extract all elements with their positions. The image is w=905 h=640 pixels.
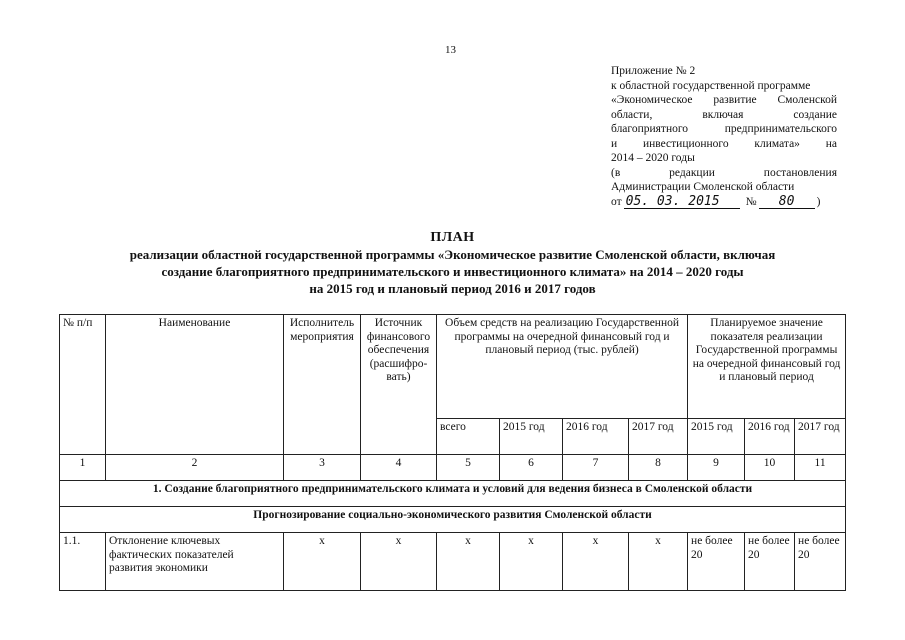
title-main: ПЛАН xyxy=(430,230,475,245)
header-executor: Исполнитель мероприятия xyxy=(284,315,361,455)
plan-table xyxy=(59,314,846,591)
resolution-date-line xyxy=(611,195,837,210)
title-line: на 2015 год и плановый период 2016 и 2017 годов xyxy=(309,281,596,296)
column-number: 11 xyxy=(795,455,846,481)
section-title: 1. Создание благоприятного предпринимательского климата и условий для ведения бизнеса в Смоленской области xyxy=(60,481,846,507)
row-executor: х xyxy=(284,533,361,591)
header-i2016: 2016 год xyxy=(745,419,795,455)
appendix-line: благоприятного предпринимательского xyxy=(611,123,837,135)
number-prefix: № xyxy=(745,195,757,208)
column-number: 8 xyxy=(629,455,688,481)
header-funding: Объем средств на реализацию Государственной программы на очередной финансовый год и плановый период (тыс. рублей) xyxy=(437,315,688,419)
appendix-line: «Экономическое развитие Смоленской xyxy=(611,94,837,106)
header-total: всего xyxy=(437,419,500,455)
appendix-line: и инвестиционного климата» на xyxy=(611,137,837,150)
header-name: Наименование xyxy=(106,315,284,455)
column-number: 10 xyxy=(745,455,795,481)
title-line: реализации областной государственной программы «Экономическое развитие Смоленской области, включая xyxy=(129,247,776,262)
title-line: создание благоприятного предпринимательского и инвестиционного климата» на 2014 – 2020 годы xyxy=(161,264,744,279)
header-f2017: 2017 год xyxy=(629,419,688,455)
column-number: 7 xyxy=(563,455,629,481)
header-i2017: 2017 год xyxy=(795,419,846,455)
appendix-line: (в редакции постановления xyxy=(611,166,837,179)
row-i2017: не более 20 xyxy=(795,533,846,591)
appendix-line: 2014 – 2020 годы xyxy=(611,152,695,164)
header-f2016: 2016 год xyxy=(563,419,629,455)
row-name: Отклонение ключевых фактических показателей развития экономики xyxy=(106,533,284,591)
row-i2015: не более 20 xyxy=(688,533,745,591)
header-row xyxy=(60,315,846,419)
page-number: 13 xyxy=(445,44,456,56)
column-number: 3 xyxy=(284,455,361,481)
handwritten-date: 05. 03. 2015 xyxy=(624,195,740,209)
row-i2016: не более 20 xyxy=(745,533,795,591)
column-number: 1 xyxy=(60,455,106,481)
section-row xyxy=(60,481,846,507)
header-i2015: 2015 год xyxy=(688,419,745,455)
row-f2016: х xyxy=(563,533,629,591)
row-source: х xyxy=(361,533,437,591)
subsection-title: Прогнозирование социально-экономического развития Смоленской области xyxy=(60,507,846,533)
table-row xyxy=(60,533,846,591)
column-number: 4 xyxy=(361,455,437,481)
header-num: № п/п xyxy=(60,315,106,455)
appendix-line: Администрации Смоленской области xyxy=(611,181,795,193)
column-number: 5 xyxy=(437,455,500,481)
column-number: 9 xyxy=(688,455,745,481)
closing-paren: ) xyxy=(816,195,821,208)
appendix-line: Приложение № 2 xyxy=(611,65,696,77)
row-num: 1.1. xyxy=(60,533,106,591)
column-number: 2 xyxy=(106,455,284,481)
row-f2015: х xyxy=(500,533,563,591)
header-f2015: 2015 год xyxy=(500,419,563,455)
appendix-line: области, включая создание xyxy=(611,108,837,121)
header-indicator: Планируемое значение показателя реализации Государственной программы на очередной финансовый год и плановый период xyxy=(688,315,846,419)
appendix-block xyxy=(611,64,837,209)
row-total: х xyxy=(437,533,500,591)
handwritten-number: 80 xyxy=(759,195,815,209)
document-title xyxy=(60,229,845,297)
column-number-row xyxy=(60,455,846,481)
subsection-row xyxy=(60,507,846,533)
row-f2017: х xyxy=(629,533,688,591)
header-source: Источник финансового обеспечения (расшифро-вать) xyxy=(361,315,437,455)
column-number: 6 xyxy=(500,455,563,481)
appendix-line: к областной государственной программе xyxy=(611,79,811,92)
date-prefix: от xyxy=(611,195,622,208)
